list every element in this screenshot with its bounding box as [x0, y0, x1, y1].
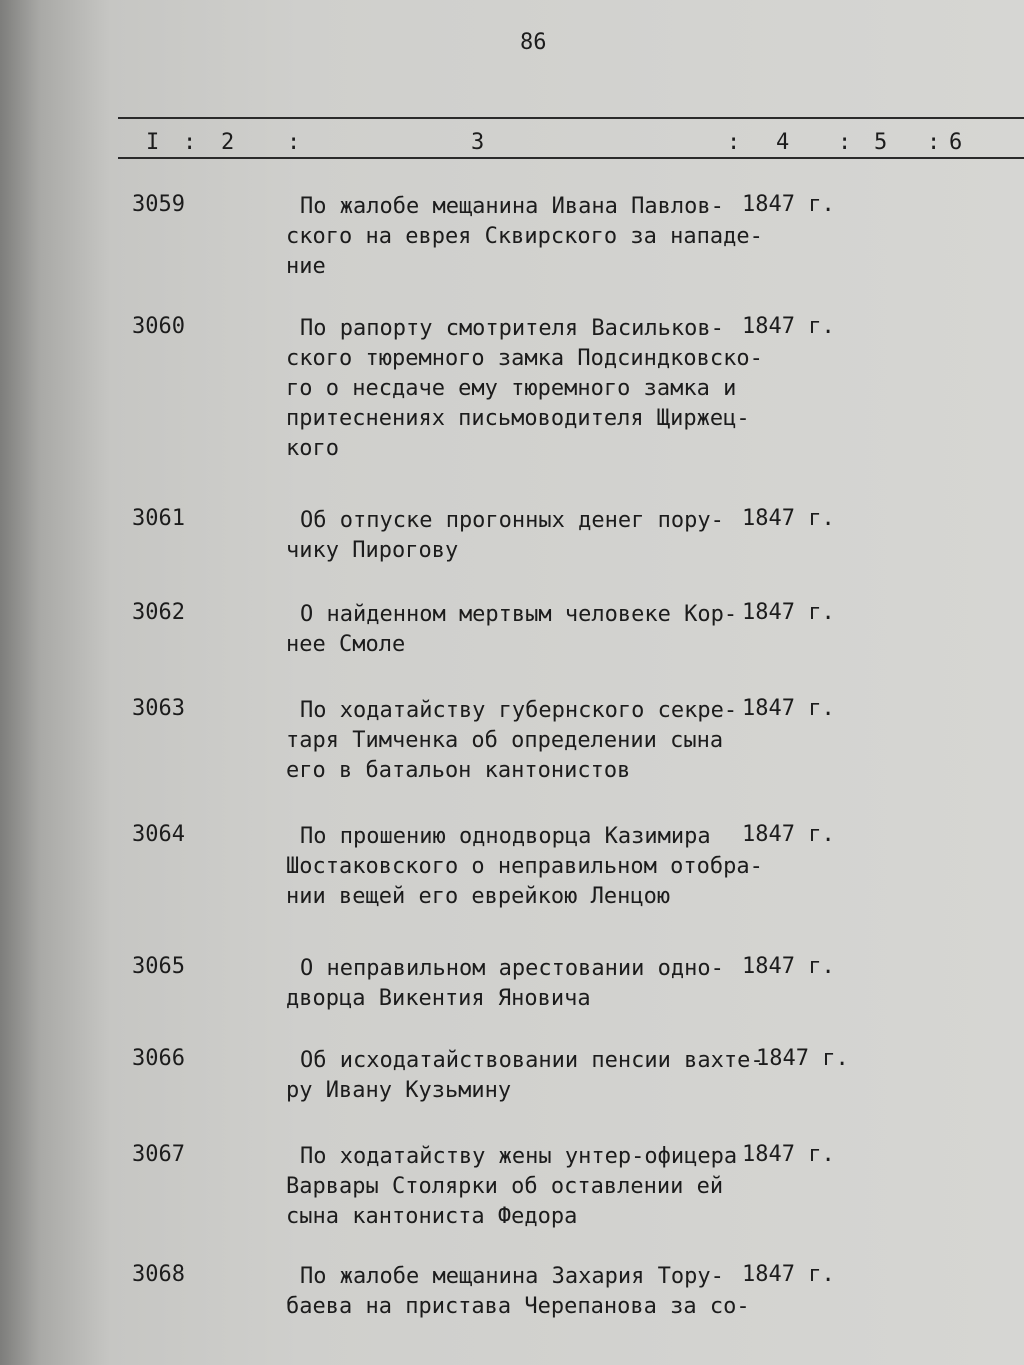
column-separator: : — [838, 130, 852, 155]
entry-line: кого — [286, 436, 339, 461]
entry-year: 1847 г. — [742, 822, 835, 847]
column-separator: : — [183, 130, 197, 155]
entry-line: сына кантониста Федора — [286, 1204, 578, 1229]
entry-description — [286, 314, 763, 464]
column-separator: : — [287, 130, 301, 155]
entry-line: По ходатайству губернского секре- — [300, 698, 738, 723]
column-header-4: 4 — [776, 130, 790, 155]
entry-line: Об отпуске прогонных денег пору- — [300, 508, 724, 533]
entry-line: По жалобе мещанина Захария Тору- — [300, 1264, 724, 1289]
entry-description — [286, 822, 763, 912]
entry-description — [286, 954, 756, 1014]
entry-year: 1847 г. — [742, 1142, 835, 1167]
entry-line: По жалобе мещанина Ивана Павлов- — [300, 194, 724, 219]
entry-year: 1847 г. — [742, 954, 835, 979]
entry-line: чику Пирогову — [286, 538, 459, 563]
entry-line: О неправильном арестовании одно- — [300, 956, 724, 981]
entry-line: По ходатайству жены унтер-офицера — [300, 1144, 738, 1169]
entry-line: О найденном мертвым человеке Кор- — [300, 602, 738, 627]
entry-number: 3059 — [132, 192, 185, 217]
page-number: 86 — [520, 30, 547, 55]
header-rule-top — [118, 117, 1024, 119]
entry-description — [286, 192, 763, 282]
entry-number: 3068 — [132, 1262, 185, 1287]
entry-line: Варвары Столярки об оставлении ей — [286, 1174, 724, 1199]
entry-line: ру Ивану Кузьмину — [286, 1078, 512, 1103]
entry-line: ского тюремного замка Подсиндковско- — [286, 346, 763, 371]
entry-line: нее Смоле — [286, 632, 406, 657]
entry-year: 1847 г. — [742, 1262, 835, 1287]
header-rule-bottom — [118, 157, 1024, 159]
entry-line: По прошению однодворца Казимира — [300, 824, 711, 849]
entry-number: 3065 — [132, 954, 185, 979]
column-header-1: I — [146, 130, 160, 155]
column-header-5: 5 — [874, 130, 888, 155]
entry-year: 1847 г. — [756, 1046, 849, 1071]
entry-number: 3061 — [132, 506, 185, 531]
entry-description — [286, 506, 756, 566]
entry-number: 3063 — [132, 696, 185, 721]
entry-description — [286, 696, 756, 786]
entry-number: 3067 — [132, 1142, 185, 1167]
column-separator: : — [727, 130, 741, 155]
entry-number: 3064 — [132, 822, 185, 847]
column-header-6: 6 — [949, 130, 963, 155]
entry-line: По рапорту смотрителя Васильков- — [300, 316, 724, 341]
entry-line: Шостаковского о неправильном отобра- — [286, 854, 763, 879]
entry-line: притеснениях письмоводителя Щиржец- — [286, 406, 750, 431]
entry-line: ние — [286, 254, 326, 279]
column-header-2: 2 — [221, 130, 235, 155]
column-separator: : — [927, 130, 941, 155]
entry-line: го о несдаче ему тюремного замка и — [286, 376, 737, 401]
entry-number: 3060 — [132, 314, 185, 339]
entry-description — [286, 1262, 756, 1322]
entry-description — [286, 600, 756, 660]
entry-line: нии вещей его еврейкою Ленцою — [286, 884, 671, 909]
entry-description — [286, 1046, 764, 1106]
entry-line: дворца Викентия Яновича — [286, 986, 591, 1011]
entry-line: Об исходатайствовании пенсии вахте- — [300, 1048, 764, 1073]
entry-year: 1847 г. — [742, 696, 835, 721]
entry-description — [286, 1142, 756, 1232]
entry-year: 1847 г. — [742, 600, 835, 625]
entry-number: 3066 — [132, 1046, 185, 1071]
entry-year: 1847 г. — [742, 506, 835, 531]
entry-year: 1847 г. — [742, 192, 835, 217]
column-header-3: 3 — [471, 130, 485, 155]
entry-year: 1847 г. — [742, 314, 835, 339]
entry-number: 3062 — [132, 600, 185, 625]
entry-line: его в батальон кантонистов — [286, 758, 631, 783]
entry-line: баева на пристава Черепанова за со- — [286, 1294, 750, 1319]
entry-line: ского на еврея Сквирского за нападе- — [286, 224, 763, 249]
entry-line: таря Тимченка об определении сына — [286, 728, 724, 753]
